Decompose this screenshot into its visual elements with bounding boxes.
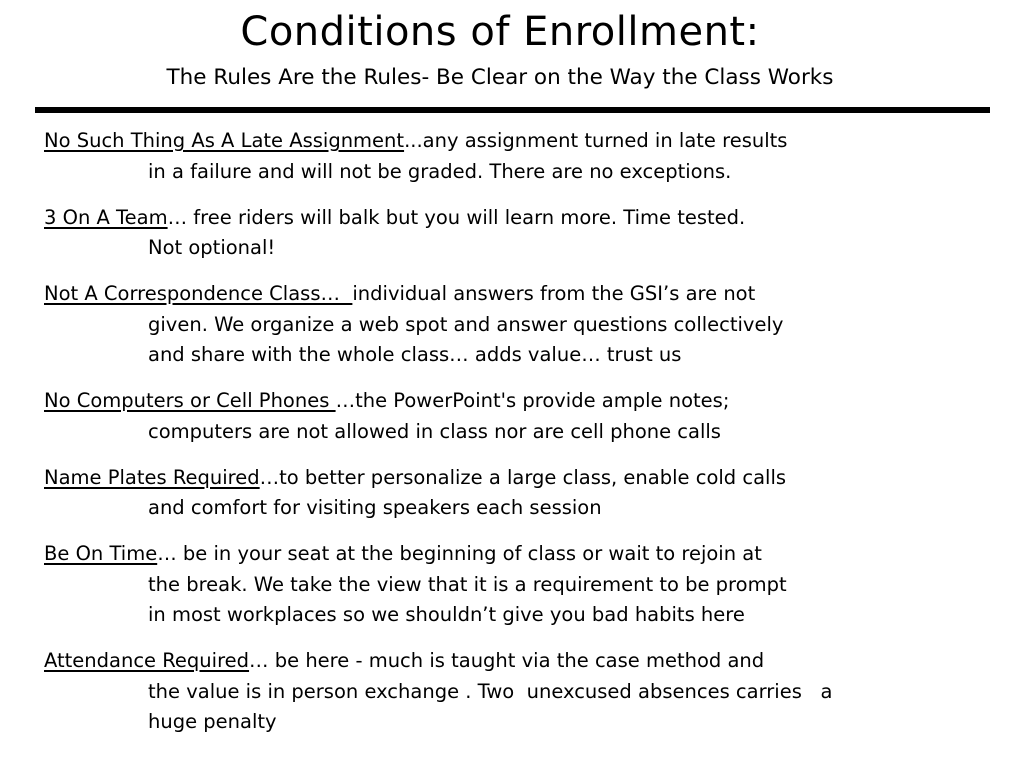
rule-item [44,463,1004,524]
rule-text: ...any assignment turned in late results [404,129,788,152]
rule-label: Attendance Required [44,649,250,672]
rule-text: …to better personalize a large class, enable cold calls [259,465,787,489]
rule-label: 3 On A Team [44,205,168,229]
rule-text: …the PowerPoint's provide ample notes; [335,389,730,412]
rule-text: the value is in person exchange . Two unexcused absences carries a [148,679,833,703]
rule-first-line [44,203,1004,234]
rule-first-line [44,539,1004,570]
rules-list [44,126,1004,753]
rule-text: and comfort for visiting speakers each session [148,496,602,519]
rule-item [44,539,1004,631]
rule-text: in most workplaces so we shouldn’t give you bad habits here [148,603,745,626]
rule-item [44,386,1004,447]
rule-text: … be in your seat at the beginning of class or wait to rejoin at [157,542,762,565]
rule-text: huge penalty [148,710,277,733]
rule-text: given. We organize a web spot and answer questions collectively [148,312,784,336]
rule-first-line [44,463,1004,494]
rule-label: No Computers or Cell Phones [44,389,336,412]
rule-text: in a failure and will not be graded. There are no exceptions. [148,159,732,183]
rule-item [44,279,1004,371]
rule-first-line [44,386,1004,417]
rule-label: Name Plates Required [44,465,260,489]
rule-text: individual answers from the GSI’s are not [352,282,756,305]
rule-text: … free riders will balk but you will learn more. Time tested. [167,205,746,229]
rule-label: No Such Thing As A Late Assignment [44,129,405,152]
rule-text: computers are not allowed in class nor are cell phone calls [148,419,721,443]
rule-label: Be On Time [44,542,158,565]
slide-title: Conditions of Enrollment: [240,9,760,55]
rule-first-line [44,126,1004,157]
rule-item [44,203,1004,264]
rule-text: the break. We take the view that it is a requirement to be prompt [148,572,787,596]
rule-item [44,646,1004,738]
title-divider [35,107,990,113]
rule-label: Not A Correspondence Class… [44,282,353,305]
slide-subtitle: The Rules Are the Rules- Be Clear on the Way the Class Works [166,65,834,90]
rule-text: … be here - much is taught via the case method and [249,649,765,672]
rule-text: Not optional! [148,236,276,259]
rule-text: and share with the whole class… adds value… trust us [148,343,682,366]
rule-item [44,126,1004,187]
rule-first-line [44,279,1004,310]
rule-first-line [44,646,1004,677]
